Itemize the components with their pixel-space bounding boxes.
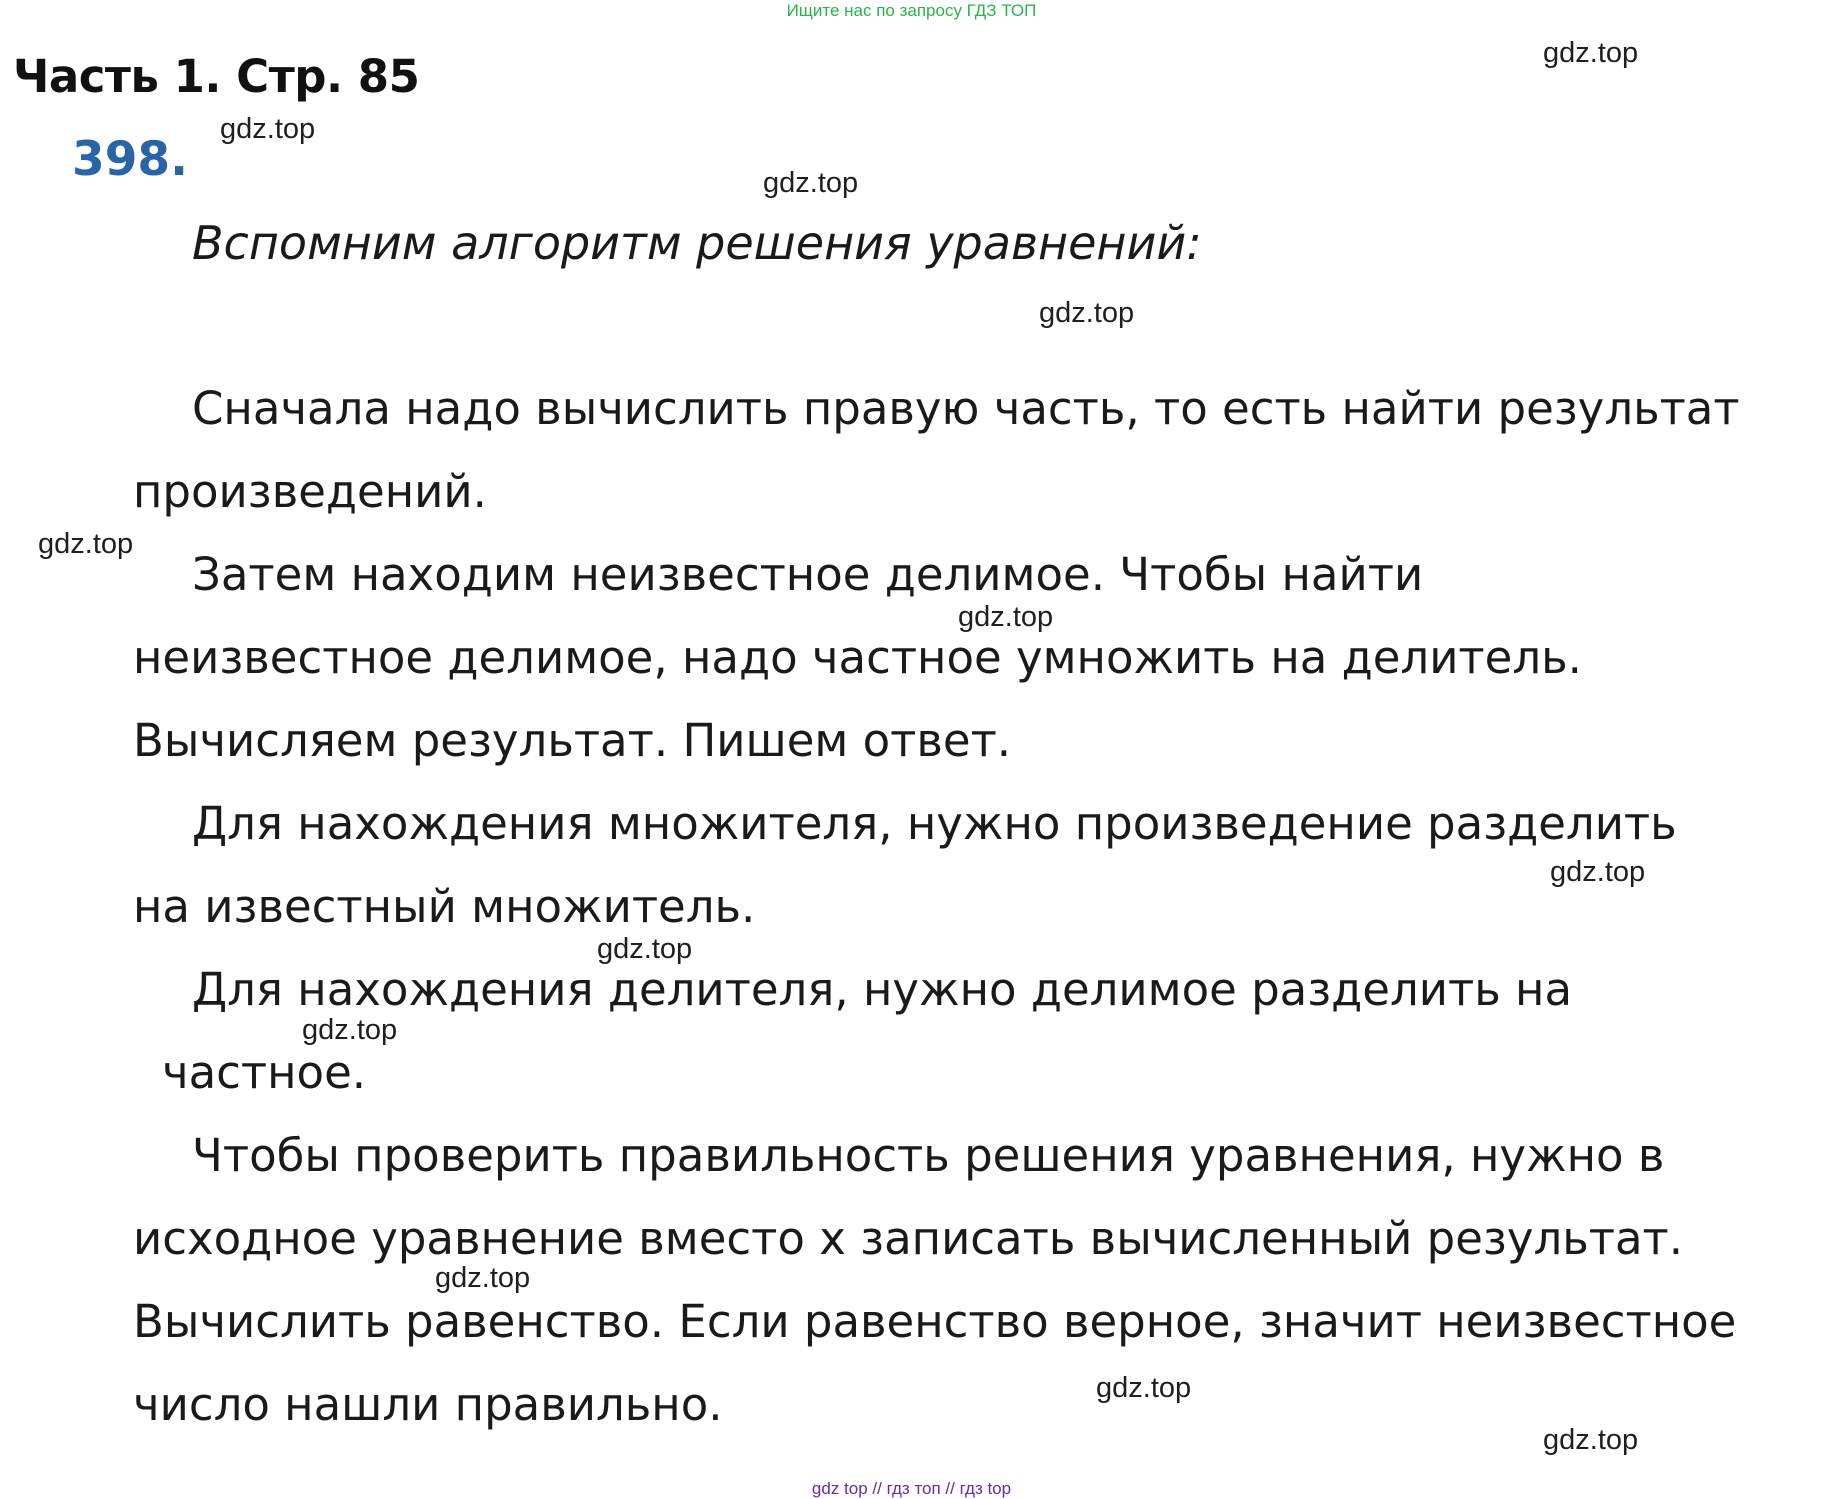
watermark: gdz.top bbox=[1096, 1372, 1192, 1404]
text-line-7: на известный множитель. bbox=[133, 880, 756, 933]
watermark: gdz.top bbox=[1543, 1424, 1639, 1456]
watermark: gdz.top bbox=[38, 528, 134, 560]
watermark: gdz.top bbox=[1543, 37, 1639, 69]
watermark: gdz.top bbox=[1550, 856, 1646, 888]
text-line-8: Для нахождения делителя, нужно делимое разделить на bbox=[192, 963, 1573, 1016]
watermark: gdz.top bbox=[435, 1262, 531, 1294]
watermark: gdz.top bbox=[763, 167, 859, 199]
watermark: gdz.top bbox=[958, 601, 1054, 633]
text-line-2: произведений. bbox=[133, 465, 487, 518]
watermark: gdz.top bbox=[1039, 297, 1135, 329]
watermark: gdz.top bbox=[597, 933, 693, 965]
text-line-4: неизвестное делимое, надо частное умножить на делитель. bbox=[133, 631, 1582, 684]
text-line-11: исходное уравнение вместо x записать вычисленный результат. bbox=[133, 1212, 1684, 1265]
text-line-3: Затем находим неизвестное делимое. Чтобы найти bbox=[192, 548, 1424, 601]
watermark: gdz.top bbox=[302, 1014, 398, 1046]
text-line-1: Сначала надо вычислить правую часть, то есть найти результат bbox=[192, 382, 1740, 435]
text-line-12: Вычислить равенство. Если равенство верное, значит неизвестное bbox=[133, 1295, 1737, 1348]
page-header: Часть 1. Стр. 85 bbox=[13, 50, 420, 103]
text-line-13: число нашли правильно. bbox=[133, 1378, 723, 1431]
text-line-6: Для нахождения множителя, нужно произведение разделить bbox=[192, 797, 1677, 850]
watermark: gdz.top bbox=[220, 113, 316, 145]
top-banner: Ищите нас по запросу ГДЗ ТОП bbox=[786, 1, 1037, 20]
footer-links: gdz top // гдз топ // гдз top bbox=[811, 1479, 1012, 1498]
text-line-5: Вычисляем результат. Пишем ответ. bbox=[133, 714, 1012, 767]
text-line-10: Чтобы проверить правильность решения уравнения, нужно в bbox=[192, 1129, 1665, 1182]
intro-text: Вспомним алгоритм решения уравнений: bbox=[192, 216, 1202, 270]
task-number: 398. bbox=[72, 132, 188, 187]
text-line-9: частное. bbox=[162, 1046, 367, 1099]
